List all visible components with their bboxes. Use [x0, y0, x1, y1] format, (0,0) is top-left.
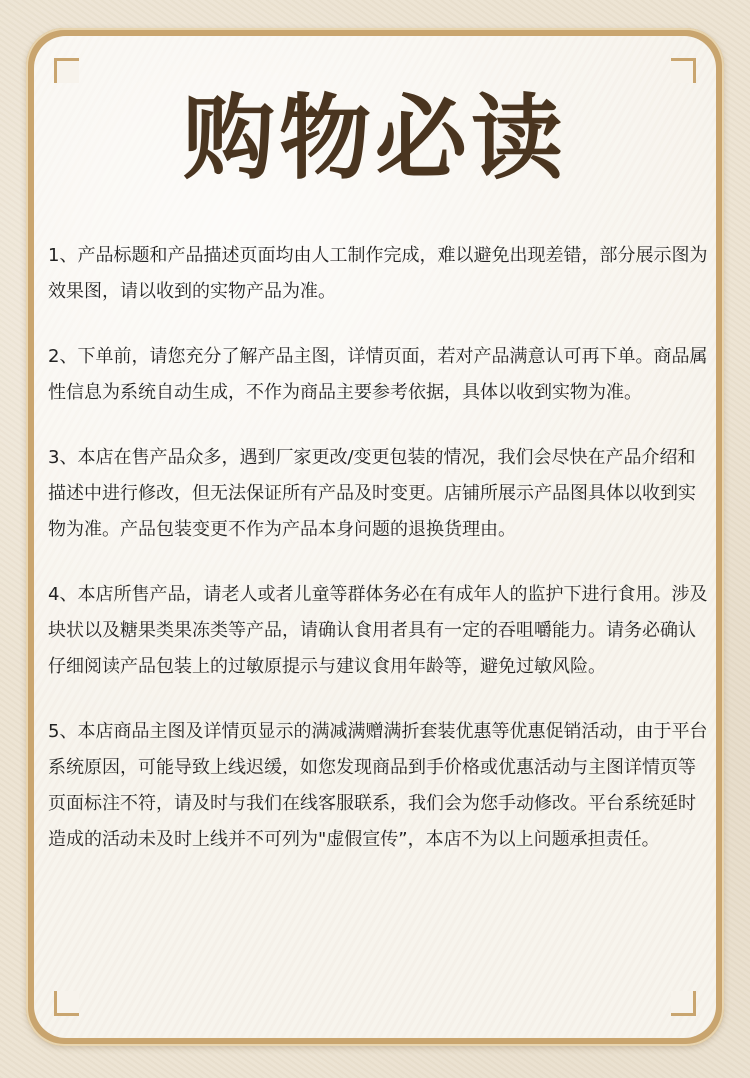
notice-list: [48, 238, 708, 887]
page-title: 购物必读: [182, 85, 567, 192]
notice-item-2: 2、下单前，请您充分了解产品主图，详情页面，若对产品满意认可再下单。商品属性信息为系统自动生成，不作为商品主要参考依据，具体以收到实物为准。: [48, 346, 708, 403]
corner-ornament: [671, 991, 696, 1016]
corner-ornament: [671, 58, 696, 83]
notice-item-4: 4、本店所售产品，请老人或者儿童等群体务必在有成年人的监护下进行食用。涉及块状以及糖果类果冻类等产品，请确认食用者具有一定的吞咀嚼能力。请务必确认仔细阅读产品包装上的过敏原提示与建议食用年龄等，避免过敏风险。: [48, 584, 708, 677]
notice-item-3: 3、本店在售产品众多，遇到厂家更改/变更包装的情况，我们会尽快在产品介绍和描述中进行修改，但无法保证所有产品及时变更。店铺所展示产品图具体以收到实物为准。产品包装变更不作为产品本身问题的退换货理由。: [48, 447, 696, 540]
corner-ornament: [54, 58, 79, 83]
corner-ornament: [54, 991, 79, 1016]
notice-item-1: 1、产品标题和产品描述页面均由人工制作完成，难以避免出现差错，部分展示图为效果图，请以收到的实物产品为准。: [48, 245, 708, 302]
notice-item-5: 5、本店商品主图及详情页显示的满减满赠满折套装优惠等优惠促销活动，由于平台系统原因，可能导致上线迟缓，如您发现商品到手价格或优惠活动与主图详情页等页面标注不符，请及时与我们在线客服联系，我们会为您手动修改。平台系统延时造成的活动未及时上线并不可列为"虚假宣传”，本店不为以上问题承担责任。: [48, 721, 708, 850]
